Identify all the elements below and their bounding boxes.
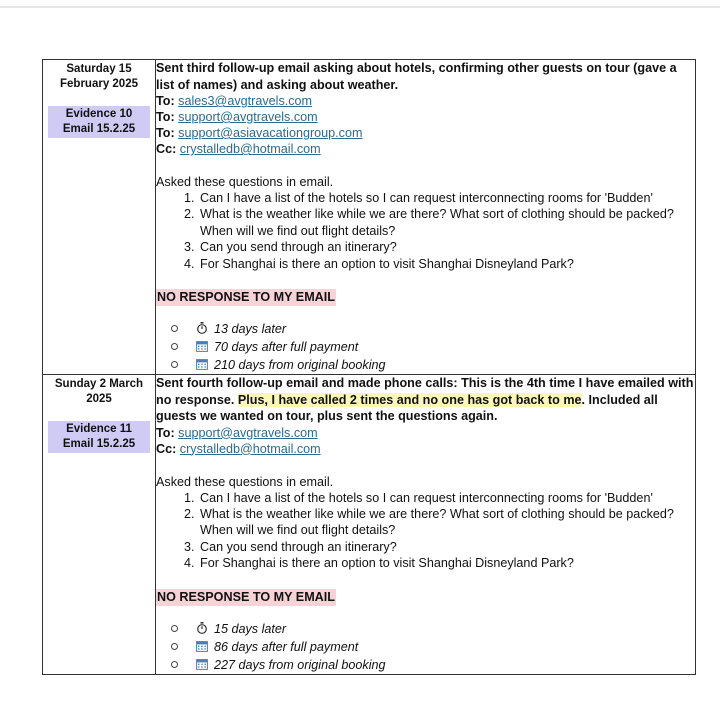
timing-stats [156,320,695,374]
email-link[interactable]: support@avgtravels.com [178,425,318,440]
stat-text: 13 days later [214,322,287,337]
table-row [43,60,696,375]
list-item: 4. For Shanghai is there an option to visit Shanghai Disneyland Park? [198,256,695,272]
list-item [156,656,695,674]
no-response-label: NO RESPONSE TO MY EMAIL [157,290,335,305]
stat-text: 86 days after full payment [214,639,359,654]
list-item [156,320,695,338]
entry-date: Saturday 15 February 2025 [60,63,138,90]
entry-summary [156,375,695,425]
email-link[interactable]: support@avgtravels.com [178,110,318,124]
list-item: 2. What is the weather like while we are there? What sort of clothing should be packed? When will we find out flight details? [198,206,695,239]
date-cell [43,375,156,675]
bullet-icon [171,361,178,368]
summary-text: Sent third follow-up email asking about hotels, confirming other guests on tour (gave a list of names) and asking about weather. [156,61,677,92]
list-item: 4. For Shanghai is there an option to visit Shanghai Disneyland Park? [198,555,695,571]
questions-list [156,190,695,272]
email-reference: Email 15.2.25 [62,123,136,135]
details-cell [156,60,696,375]
summary-highlight: Plus, I have called 2 times and no one has got back to me [237,392,582,407]
entry-date: Sunday 2 March 2025 [54,378,144,406]
page-top-divider [0,6,720,8]
calendar-icon [196,640,208,652]
stat-text: 15 days later [214,621,287,636]
list-item [156,338,695,356]
recipient-line: To: support@avgtravels.com [156,425,318,440]
list-item: 3. Can you send through an itinerary? [198,239,695,255]
questions-list [156,490,695,572]
bullet-icon [171,643,178,650]
stopwatch-icon [196,322,208,334]
questions-intro: Asked these questions in email. [156,175,334,189]
summary-text: Sent fourth follow-up email and made phone calls: This is the 4th time I have emailed with no response. [156,376,694,407]
stat-text: 227 days from original booking [214,657,386,672]
list-item [156,638,695,656]
list-item [156,356,695,374]
summary-text-end: . Included all guests we wanted on tour, plus sent the questions again. [156,392,658,424]
entry-summary [156,60,695,93]
recipient-line: To: support@asiavacationgroup.com [156,126,363,140]
bullet-icon [171,325,178,332]
list-item [156,620,695,638]
recipient-line: To: sales3@avgtravels.com [156,94,313,108]
stat-text: 70 days after full payment [214,340,359,355]
questions-intro: Asked these questions in email. [156,474,334,489]
calendar-icon [196,340,208,352]
details-cell [156,375,696,675]
bullet-icon [171,661,178,668]
calendar-icon [196,658,208,670]
evidence-tag [48,421,150,453]
list-item: 3. Can you send through an itinerary? [198,539,695,555]
evidence-number: Evidence 10 [65,108,133,120]
list-item: 1. Can I have a list of the hotels so I can request interconnecting rooms for 'Budden' [198,190,695,206]
email-link[interactable]: sales3@avgtravels.com [178,94,313,108]
calendar-icon [196,358,208,370]
email-link[interactable]: crystalledb@hotmail.com [179,142,321,156]
correspondence-log-table [42,59,696,675]
bullet-icon [171,625,178,632]
email-link[interactable]: crystalledb@hotmail.com [179,441,321,456]
evidence-number: Evidence 11 [66,423,132,436]
recipient-line: Cc: crystalledb@hotmail.com [156,441,321,456]
bullet-icon [171,343,178,350]
stat-text: 210 days from original booking [214,358,386,373]
evidence-tag [48,106,150,138]
recipient-line: Cc: crystalledb@hotmail.com [156,142,321,156]
no-response-label: NO RESPONSE TO MY EMAIL [157,589,335,604]
stopwatch-icon [196,622,208,634]
list-item: 1. Can I have a list of the hotels so I can request interconnecting rooms for 'Budden' [198,490,695,506]
date-cell [43,60,156,375]
email-link[interactable]: support@asiavacationgroup.com [178,126,363,140]
email-reference: Email 15.2.25 [62,438,136,451]
table-row [43,375,696,675]
list-item: 2. What is the weather like while we are there? What sort of clothing should be packed? When will we find out flight details? [198,506,695,539]
recipient-line: To: support@avgtravels.com [156,110,318,124]
timing-stats [156,620,695,674]
